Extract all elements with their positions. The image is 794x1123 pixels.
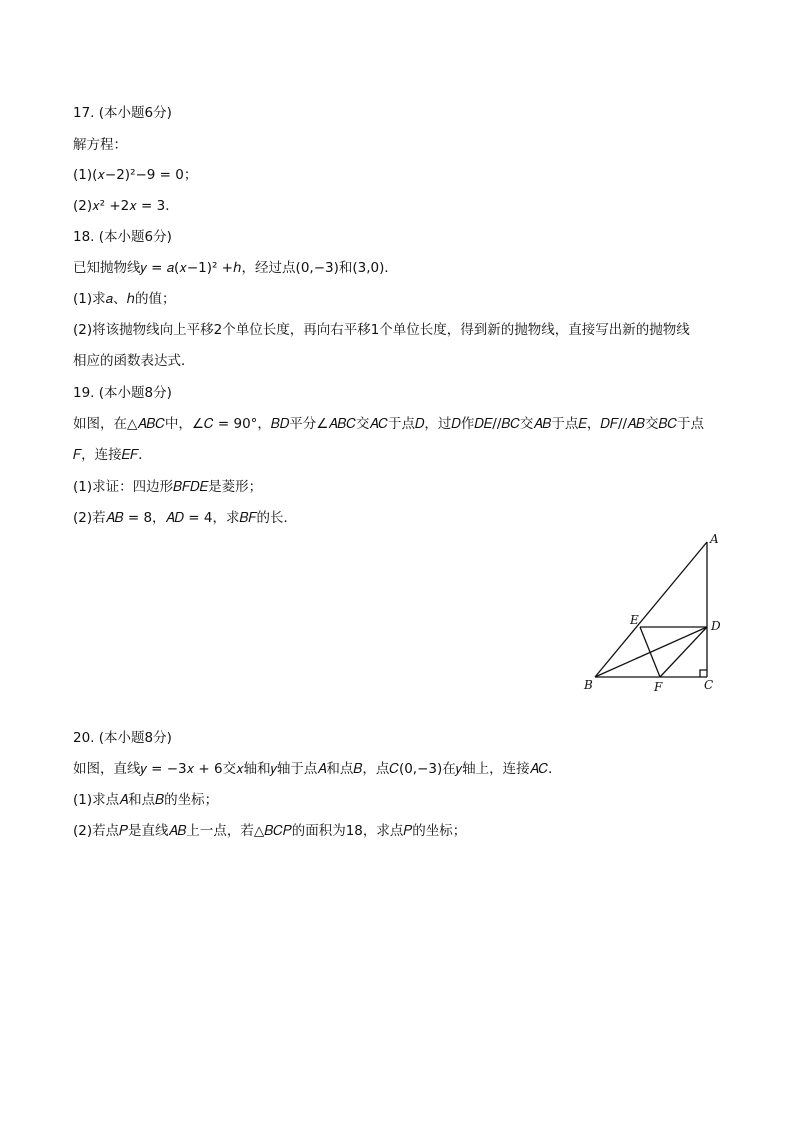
segment-ab (595, 542, 707, 677)
q20-part2: (2)若点𝑃是直线𝐴𝐵上一点，若△𝐵𝐶𝑃的面积为18，求点𝑃的坐标； (73, 823, 467, 839)
q17-part2: (2)𝑥² +2𝑥 = 3． (73, 198, 179, 214)
q18-part2-line1: (2)将该抛物线向上平移2个单位长度，再向右平移1个单位长度，得到新的抛物线，直接写出新的抛物线 (73, 322, 690, 338)
q17-instruction: 解方程： (73, 137, 127, 153)
q20-heading: 20. (本小题8分) (73, 730, 172, 746)
q19-stem-line2: 𝐹，连接𝐸𝐹． (73, 447, 152, 463)
label-f: F (654, 680, 663, 694)
label-b: B (584, 678, 593, 692)
label-a: A (710, 532, 719, 546)
q18-stem: 已知抛物线𝑦 = 𝑎(𝑥−1)² +ℎ，经过点(0,−3)和(3,0)． (73, 260, 398, 276)
q19-part2: (2)若𝐴𝐵 = 8，𝐴𝐷 = 4，求𝐵𝐹的长． (73, 510, 298, 526)
segment-ef (640, 627, 660, 677)
label-e: E (630, 613, 639, 627)
q18-part2-line2: 相应的函数表达式． (73, 353, 195, 369)
label-d: D (711, 619, 721, 633)
q17-part1: (1)(𝑥−2)²−9 = 0； (73, 167, 198, 183)
triangle-figure (580, 530, 730, 695)
q20-part1: (1)求点𝐴和点𝐵的坐标； (73, 792, 219, 808)
q18-heading: 18. (本小题6分) (73, 229, 172, 245)
q20-stem: 如图，直线𝑦 = −3𝑥 + 6交𝑥轴和𝑦轴于点𝐴和点𝐵，点𝐶(0,−3)在𝑦轴上，连接𝐴𝐶． (73, 761, 562, 777)
segment-bd (595, 627, 707, 677)
label-c: C (704, 678, 714, 692)
q19-heading: 19. (本小题8分) (73, 385, 172, 401)
q19-stem-line1: 如图，在△𝐴𝐵𝐶中，∠𝐶 = 90°，𝐵𝐷平分∠𝐴𝐵𝐶交𝐴𝐶于点𝐷，过𝐷作𝐷𝐸//𝐵𝐶交𝐴𝐵于点𝐸，𝐷𝐹//𝐴𝐵交𝐵𝐶于点 (73, 416, 705, 432)
q19-part1: (1)求证：四边形𝐵𝐹𝐷𝐸是菱形； (73, 479, 263, 495)
q17-heading: 17. (本小题6分) (73, 105, 172, 121)
q18-part1: (1)求𝑎、ℎ的值； (73, 291, 176, 307)
right-angle-mark (700, 670, 707, 677)
